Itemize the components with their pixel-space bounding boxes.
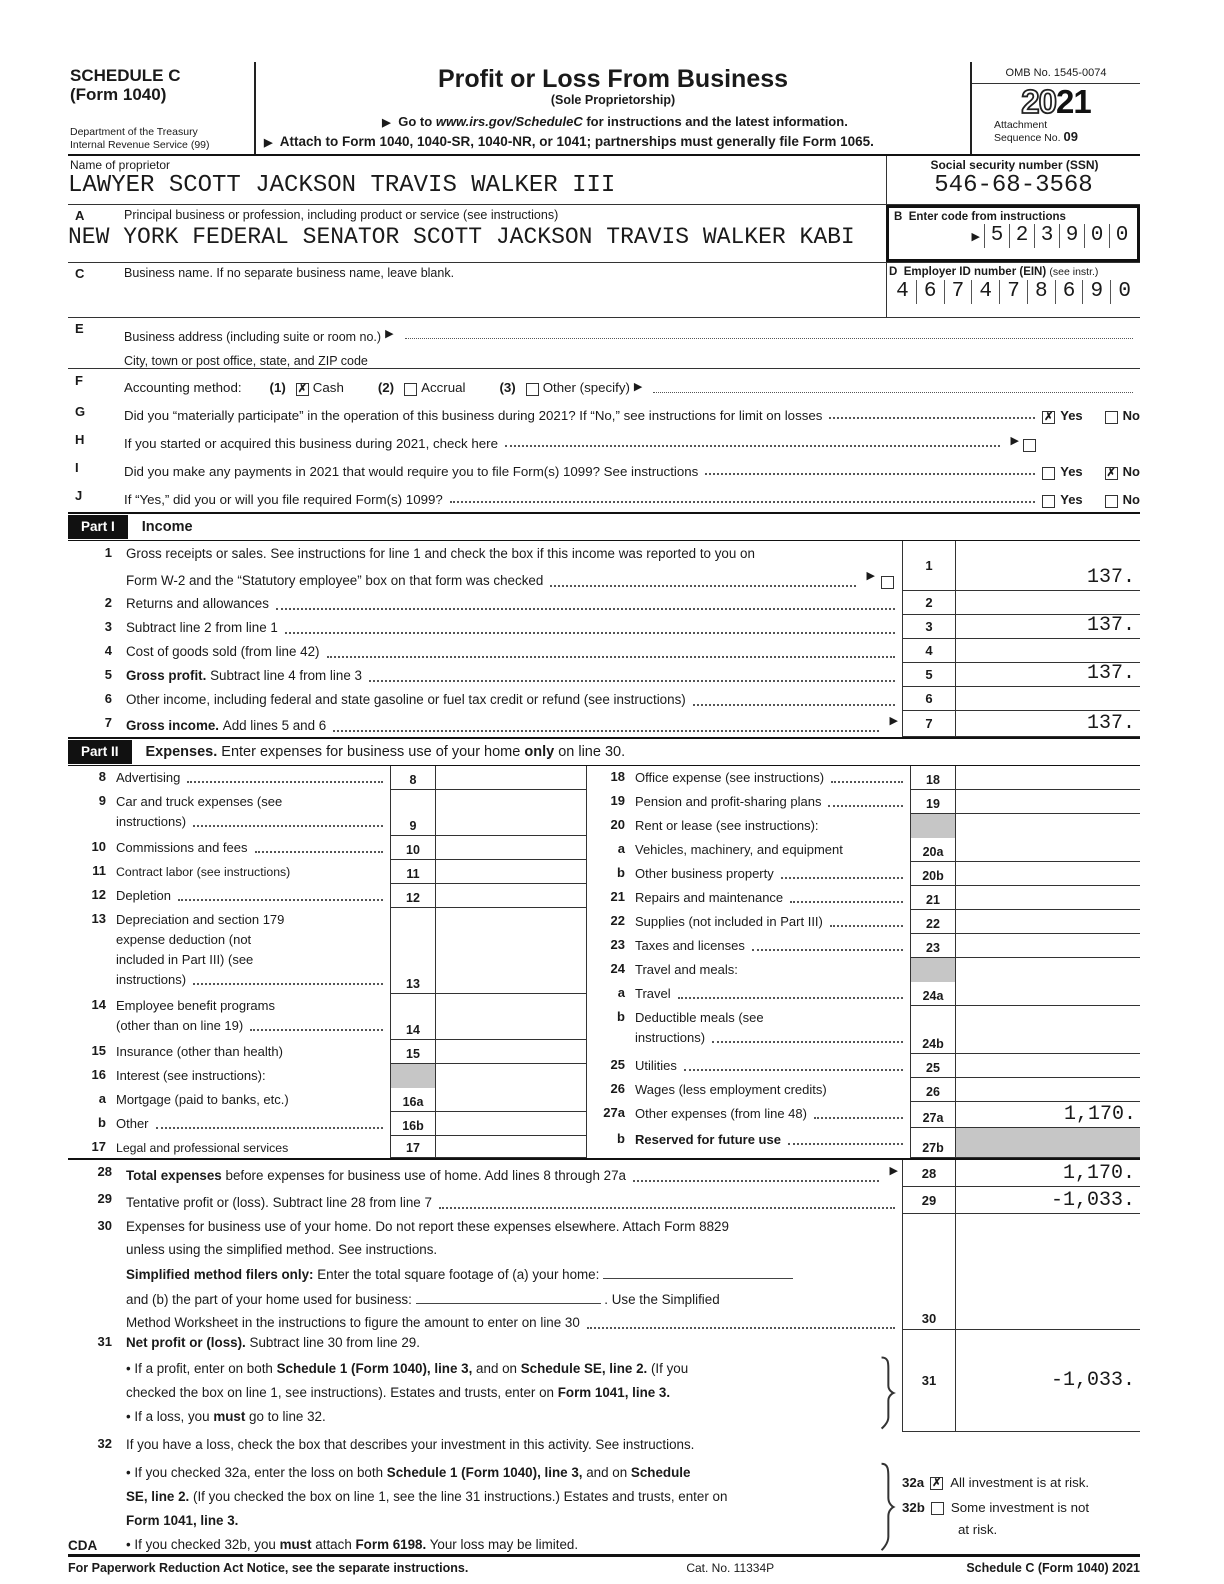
arrow-icon: ▶ (382, 117, 391, 129)
line-4-row: 4 Cost of goods sold (from line 42) 4 (68, 639, 1140, 663)
line-h-text: If you started or acquired this business during 2021, check here (124, 436, 499, 451)
other-method-label: Other (specify) (542, 380, 630, 395)
dot-leader (333, 730, 878, 732)
line-6-amount[interactable] (956, 687, 1140, 711)
line-i-text: Did you make any payments in 2021 that would require you to file Form(s) 1099? See instructions (124, 464, 699, 479)
amount-15[interactable] (436, 1040, 586, 1064)
dot-leader (684, 1069, 903, 1071)
line-b-label: Enter code from instructions (908, 211, 1066, 223)
expense-row-19: 19 Pension and profit-sharing plans 19 (587, 790, 1140, 814)
line-a-label: Principal business or profession, including product or service (see instructions) (124, 208, 559, 222)
part1-tag: Part I (68, 515, 128, 539)
cash-label: Cash (312, 380, 344, 395)
schedule-label: SCHEDULE C (70, 66, 181, 85)
line-i-row: I Did you make any payments in 2021 that would require you to file Form(s) 1099? See instructions Yes ✗ No (75, 460, 1140, 479)
cash-checkbox[interactable]: ✗ (297, 383, 307, 395)
amount-16b[interactable] (436, 1112, 586, 1136)
line-7-amount[interactable]: 137. (956, 711, 1140, 737)
expense-column-left (68, 766, 586, 1158)
line-30-amount[interactable] (956, 1214, 1140, 1330)
line-29-amount[interactable]: -1,033. (956, 1187, 1140, 1214)
line-a-b-row (68, 205, 1140, 263)
line-a-letter: A (75, 208, 85, 223)
dot-leader (276, 608, 895, 610)
expense-grid (68, 766, 1140, 1160)
dot-leader (814, 1117, 903, 1119)
expense-row-10: 10 Commissions and fees 10 (68, 836, 586, 860)
line-d-ein-box: D Employer ID number (EIN) (see instr.) 4 6 7 4 7 8 6 9 0 (887, 263, 1140, 317)
amount-21[interactable] (956, 886, 1140, 910)
form-footer (68, 1554, 1140, 1575)
dot-leader (829, 417, 1035, 419)
line-3-row: 3 Subtract line 2 from line 1 3 137. (68, 615, 1140, 639)
line-j-row: J If “Yes,” did you or will you file required Form(s) 1099? Yes No (75, 488, 1140, 507)
expense-row-15: 15 Insurance (other than health) 15 (68, 1040, 586, 1064)
expense-row-11: 11 Contract labor (see instructions) 11 (68, 860, 586, 884)
dot-leader (193, 825, 383, 827)
dept-treasury: Department of the Treasury (70, 126, 198, 138)
expense-row-13: 13 Depreciation and section 179 expense deduction (not included in Part III) (see instructions) 13 (68, 908, 586, 994)
paperwork-notice: For Paperwork Reduction Act Notice, see the separate instructions. (68, 1561, 469, 1575)
j-yes-checkbox[interactable] (1042, 495, 1055, 508)
dot-leader (788, 1143, 903, 1145)
dot-leader (156, 1127, 383, 1129)
dot-leader (439, 1207, 895, 1209)
part1-header (68, 512, 1140, 541)
line-h-row: H If you started or acquired this business during 2021, check here ▶ (68, 428, 1140, 456)
amount-19[interactable] (956, 790, 1140, 814)
amount-26[interactable] (956, 1078, 1140, 1102)
arrow-icon: ▶ (889, 715, 898, 727)
expense-row-14: 14 Employee benefit programs (other than on line 19) 14 (68, 994, 586, 1040)
line-28-amount[interactable]: 1,170. (956, 1160, 1140, 1187)
tax-year: 2021 (1021, 83, 1091, 120)
line-5-amount[interactable]: 137. (956, 663, 1140, 687)
line-c-label: Business name. If no separate business name, leave blank. (124, 266, 455, 280)
j-no-checkbox[interactable] (1105, 495, 1118, 508)
amount-18[interactable] (956, 766, 1140, 790)
form-number: (Form 1040) (70, 85, 167, 104)
amount-25[interactable] (956, 1054, 1140, 1078)
amount-27b-reserved (956, 1128, 1140, 1158)
part2-header: Part II Expenses. Enter expenses for business use of your home only on line 30. (68, 737, 1140, 766)
line-c-letter: C (75, 266, 85, 281)
brace-decoration (879, 1356, 896, 1430)
expense-row-18: 18 Office expense (see instructions) 18 (587, 766, 1140, 790)
other-method-specify-field[interactable] (653, 392, 1133, 393)
line-2-amount[interactable] (956, 591, 1140, 615)
line-e-letter: E (75, 321, 84, 336)
attach-instructions-line: ▶ Attach to Form 1040, 1040-SR, 1040-NR, or 1041; partnerships must generally file Form 1065. (264, 134, 874, 149)
arrow-icon: ▶ (385, 328, 394, 340)
dot-leader (587, 1327, 895, 1329)
dot-leader (712, 1041, 903, 1043)
line-g-row: G Did you “materially participate” in the operation of this business during 2021? If “No,” see instructions for limit on losses ✗ Yes No (75, 404, 1140, 423)
dot-leader (705, 473, 1035, 475)
expense-row-27a: 27a Other expenses (from line 48) 27a 1,170. (587, 1102, 1140, 1128)
line-7-row: 7 Gross income. Add lines 5 and 6 ▶ 7 137. (68, 711, 1140, 737)
dot-leader (781, 877, 903, 879)
dot-leader (285, 632, 895, 634)
business-code-field[interactable]: ▶ 5 2 3 9 0 0 (892, 224, 1134, 248)
dot-leader (250, 1029, 383, 1031)
amount-11[interactable] (436, 860, 586, 884)
expense-row-17: 17 Legal and professional services 17 (68, 1136, 586, 1158)
line-31-row: 31 Net profit or (loss). Subtract line 30 from line 29. • If a profit, enter on both Schedule 1 (Form 1040), line 3, and on Schedule SE, line 2. (If you checked the box on line 1, see instructions). Estates and trusts, enter on Form 1041, line 3. • If a loss, you must go to line 32. 31 -1,033. (68, 1330, 1140, 1432)
expense-row-9: 9 Car and truck expenses (see instructions) 9 (68, 790, 586, 836)
irs-line: Internal Revenue Service (99) (70, 139, 210, 151)
amount-14[interactable] (436, 994, 586, 1040)
line-4-amount[interactable] (956, 639, 1140, 663)
form-header (68, 62, 1140, 156)
amount-9[interactable] (436, 790, 586, 836)
amount-23[interactable] (956, 934, 1140, 958)
line-30-row: 30 Expenses for business use of your home. Do not report these expenses elsewhere. Attach Form 8829 unless using the simplified method. See instructions. Simplified method filers only: Enter the total square footage of (a) your home: and (b) the part of your home used for business: . Use the Simplified Method Worksheet in the instructions to figure the amount to enter on line 30 30 (68, 1214, 1140, 1330)
line-g-text: Did you “materially participate” in the operation of this business during 2021? If “No,” see instructions for limit on losses (124, 408, 823, 423)
dot-leader (830, 925, 903, 927)
goto-instructions-line: ▶ Go to www.irs.gov/ScheduleC for instructions and the latest information. (382, 114, 848, 129)
line-e-label: Business address (including suite or room no.) (124, 330, 382, 344)
32a-all-at-risk-checkbox[interactable]: ✗ (932, 1476, 942, 1489)
dot-leader (178, 899, 383, 901)
expense-row-22: 22 Supplies (not included in Part III) 22 (587, 910, 1140, 934)
catalog-number: Cat. No. 11334P (686, 1561, 775, 1575)
proprietor-name-field[interactable]: LAWYER SCOTT JACKSON TRAVIS WALKER III (68, 172, 616, 199)
business-address-field[interactable] (405, 338, 1133, 339)
line-d-label: Employer ID number (EIN) (903, 266, 1047, 278)
amount-24b[interactable] (956, 1006, 1140, 1054)
form-title: Profit or Loss From Business (437, 65, 789, 93)
g-no-checkbox[interactable] (1105, 411, 1118, 424)
expense-row-24b: b Deductible meals (see instructions) 24b (587, 1006, 1140, 1054)
dot-leader (790, 901, 903, 903)
expense-row-23: 23 Taxes and licenses 23 (587, 934, 1140, 958)
line-3-amount[interactable]: 137. (956, 615, 1140, 639)
dot-leader (193, 983, 383, 985)
expense-row-20: 20 Rent or lease (see instructions): (587, 814, 1140, 838)
expense-row-20a: a Vehicles, machinery, and equipment 20a (587, 838, 1140, 862)
dot-leader (550, 585, 855, 587)
arrow-icon: ▶ (866, 570, 875, 582)
dot-leader (327, 656, 895, 658)
i-no-checkbox[interactable]: ✗ (1106, 467, 1116, 479)
cda-code: CDA (68, 1538, 98, 1553)
expense-row-26: 26 Wages (less employment credits) 26 (587, 1078, 1140, 1102)
amount-10[interactable] (436, 836, 586, 860)
part1-title: Income (141, 519, 193, 535)
arrow-icon: ▶ (633, 381, 643, 393)
amount-16a[interactable] (436, 1088, 586, 1112)
amount-12[interactable] (436, 884, 586, 908)
dot-leader (693, 704, 895, 706)
principal-business-field[interactable]: NEW YORK FEDERAL SENATOR SCOTT JACKSON TRAVIS WALKER KABI (68, 224, 855, 250)
32b-some-not-at-risk-checkbox[interactable] (931, 1502, 944, 1515)
i-yes-checkbox[interactable] (1042, 467, 1055, 480)
home-square-footage-field[interactable] (603, 1278, 793, 1279)
line-b-code-box: B Enter code from instructions ▶ 5 2 3 9 0 0 (886, 205, 1140, 262)
line-1-text: Gross receipts or sales. See instructions for line 1 and check the box if this income was reported to you on (126, 546, 755, 561)
line-1-row: 1 Gross receipts or sales. See instructions for line 1 and check the box if this income was reported to you on Form W-2 and the “Statutory employee” box on that form was checked ▶ 1 137. (68, 541, 1140, 591)
shaded-cell (390, 1064, 436, 1088)
line-j-text: If “Yes,” did you or will you file required Form(s) 1099? (124, 492, 443, 507)
line-28-row: 28 Total expenses before expenses for business use of home. Add lines 8 through 27a ▶ 28 1,170. (68, 1160, 1140, 1187)
dot-leader (369, 680, 895, 682)
amount-13[interactable] (436, 908, 586, 994)
dot-leader (505, 445, 1000, 447)
other-method-checkbox[interactable] (526, 383, 539, 396)
amount-22[interactable] (956, 910, 1140, 934)
expense-row-16: 16 Interest (see instructions): (68, 1064, 586, 1088)
dot-leader (255, 851, 384, 853)
arrow-icon: ▶ (264, 137, 273, 149)
line-1-amount[interactable]: 137. (956, 541, 1140, 591)
irs-url: www.irs.gov/ScheduleC (435, 114, 583, 129)
dot-leader (828, 805, 903, 807)
dot-leader (678, 997, 903, 999)
part2-tag: Part II (68, 740, 132, 764)
accrual-checkbox[interactable] (404, 383, 417, 396)
ein-field[interactable]: 4 6 7 4 7 8 6 9 0 (889, 280, 1138, 304)
line-29-row: 29 Tentative profit or (loss). Subtract line 28 from line 7 29 -1,033. (68, 1187, 1140, 1214)
shaded-cell (910, 958, 956, 982)
form-subtitle: (Sole Proprietorship) (550, 93, 676, 107)
brace-decoration (879, 1462, 896, 1552)
dot-leader (752, 949, 903, 951)
dot-leader (187, 781, 383, 783)
g-yes-checkbox[interactable]: ✗ (1044, 411, 1054, 423)
expense-row-27b: b Reserved for future use 27b (587, 1128, 1140, 1158)
line-e-row (68, 318, 1140, 369)
proprietor-row (68, 156, 1140, 205)
arrow-icon: ▶ (1010, 435, 1019, 447)
expense-row-24: 24 Travel and meals: (587, 958, 1140, 982)
amount-20a[interactable] (956, 838, 1140, 862)
line-32-risk-options: 32a ✗ All investment is at risk. 32b Some investment is not at risk. (902, 1475, 1090, 1537)
expense-row-25: 25 Utilities 25 (587, 1054, 1140, 1078)
line-2-row: 2 Returns and allowances 2 (68, 591, 1140, 615)
business-square-footage-field[interactable] (416, 1303, 601, 1304)
line-f-label: Accounting method: (124, 380, 242, 395)
line-f-letter: F (75, 373, 83, 388)
amount-20b[interactable] (956, 862, 1140, 886)
line-5-row: 5 Gross profit. Subtract line 4 from line 3 5 137. (68, 663, 1140, 687)
amount-17[interactable] (436, 1136, 586, 1158)
statutory-employee-checkbox[interactable] (881, 576, 894, 589)
expense-row-21: 21 Repairs and maintenance 21 (587, 886, 1140, 910)
shaded-cell (910, 814, 956, 838)
line-c-d-row (68, 263, 1140, 318)
arrow-icon: ▶ (889, 1165, 898, 1177)
expense-column-right (586, 766, 1140, 1158)
proprietor-label: Name of proprietor (70, 158, 171, 172)
line-e-label2: City, town or post office, state, and ZIP code (124, 354, 368, 368)
omb-number: OMB No. 1545-0074 (972, 62, 1140, 84)
expense-row-16b: b Other 16b (68, 1112, 586, 1136)
attachment-sequence: Attachment Sequence No. 09 (994, 119, 1078, 144)
amount-27a[interactable]: 1,170. (956, 1102, 1140, 1128)
line-32-row: 32 If you have a loss, check the box that describes your investment in this activity. See instructions. • If you checked 32a, enter the loss on both Schedule 1 (Form 1040), line 3, and on Schedule SE, line 2. (If you checked the box on line 1, see the line 31 instructions.) Estates and trusts, enter on Form 1041, line 3. • If you checked 32b, you must attach Form 6198. Your loss may be limited. 32a ✗ All investment is at risk. 32b Some investment is not at risk. (68, 1432, 1140, 1554)
amount-8[interactable] (436, 766, 586, 790)
expense-row-16a: a Mortgage (paid to banks, etc.) 16a (68, 1088, 586, 1112)
dot-leader (831, 781, 903, 783)
h-started-checkbox[interactable] (1023, 439, 1036, 452)
expense-row-12: 12 Depletion 12 (68, 884, 586, 908)
dot-leader (633, 1180, 879, 1182)
expense-row-20b: b Other business property 20b (587, 862, 1140, 886)
line-31-amount[interactable]: -1,033. (956, 1330, 1140, 1432)
form-id-footer: Schedule C (Form 1040) 2021 (966, 1561, 1140, 1575)
line-f-row: F Accounting method: (1) ✗ Cash (2) Accrual (3) Other (specify) ▶ (68, 369, 1140, 400)
line-6-row: 6 Other income, including federal and state gasoline or fuel tax credit or refund (see instructions) 6 (68, 687, 1140, 711)
arrow-icon: ▶ (971, 230, 980, 243)
amount-24a[interactable] (956, 982, 1140, 1006)
expense-row-24a: a Travel 24a (587, 982, 1140, 1006)
dot-leader (450, 501, 1035, 503)
expense-row-8: 8 Advertising 8 (68, 766, 586, 790)
ssn-field[interactable]: 546-68-3568 (934, 172, 1093, 199)
accrual-label: Accrual (421, 380, 466, 395)
ssn-label: Social security number (SSN) (930, 158, 1099, 172)
